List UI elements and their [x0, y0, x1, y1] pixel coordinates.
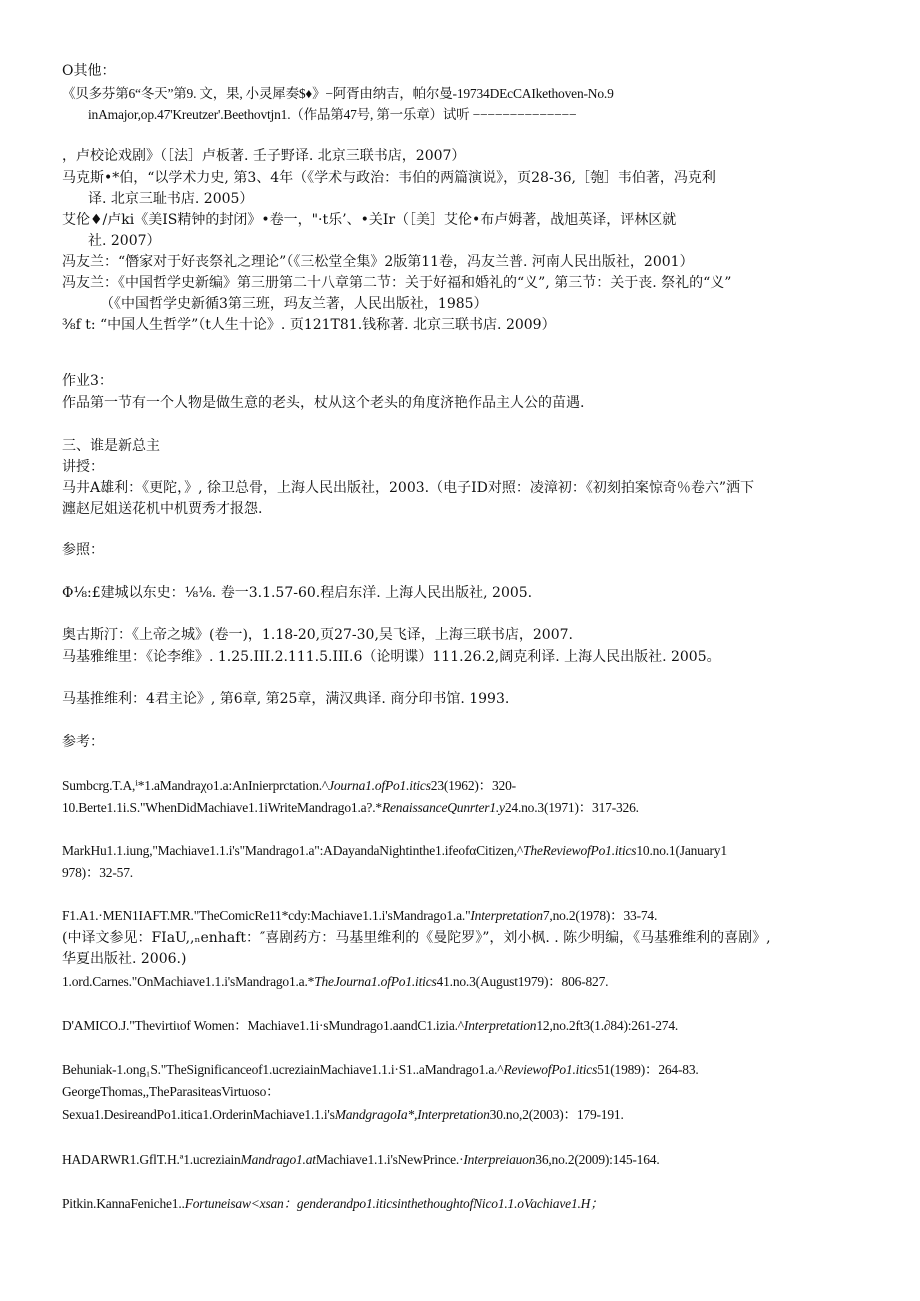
ref-text: 51(1989)：264-83. — [597, 1062, 699, 1077]
lecture-label: 讲授： — [62, 459, 104, 475]
book-title: Fortuneisaw<xsan：genderandpo1.iticsinthethoughtofNico1.1.oVachiave1.H； — [184, 1196, 604, 1211]
english-reference-line — [62, 1016, 862, 1035]
canzhao-item: 马基雅维里：《论李维》. 1.25.III.2.111.5.III.6（论明谍）111.26.2,阔克利译. 上海人民出版社. 2005。 — [62, 649, 721, 665]
english-reference-line — [62, 776, 862, 795]
reference-item: 艾伦♦/卢ki《美IS精钟的封闭》•卷一，"·t乐’、•关Ir（［美］艾伦•布卢姆著，战旭英译，评林区就 — [62, 212, 677, 228]
reference-item: ⅜f t: “中国人生哲学”（t人生十论》. 页121T81.钱称著. 北京三联书店. 2009） — [62, 317, 556, 333]
english-reference-line — [62, 972, 862, 991]
ref-text: 10.no.1(January1 — [636, 843, 727, 858]
ref-text: 36,no.2(2009):145-164. — [535, 1152, 660, 1167]
english-reference-line — [62, 798, 862, 817]
translation-note-line1: (中译文参见：FIaU,,ₙenhaft：″喜剧药方：马基里维利的《曼陀罗》”，刘小枫. . 陈少明编，《马基雅维利的喜剧》, — [62, 930, 771, 946]
translation-note-line2: 华夏出版社. 2006.) — [62, 951, 187, 967]
reference-item: 马克斯•*伯，“以学术力史, 第3、4年（《学术与政治：韦伯的两篇演说》，页28-36,［匏］韦伯著，冯克利 — [62, 170, 716, 186]
music-reference-line1: 《贝多芬第6“冬天”第9. 文，果, 小灵犀奏$♦》−阿胥由纳吉，帕尔曼-19734DEcCAIkethoven-No.9 — [62, 86, 614, 101]
canzhao-item: Φ⅛:£建城以东史：⅛⅛. 卷一3.1.57-60.程启东洋. 上海人民出版社, 2005. — [62, 585, 533, 601]
journal-title: Journa1.ofPo1.itics — [328, 778, 431, 793]
ref-text: Machiave1.1.i'sNewPrince.· — [315, 1152, 464, 1167]
ref-text: Sexua1.DesireandPo1.itica1.OrderinMachiave1.1.i's — [62, 1107, 335, 1122]
ref-text: MarkHu1.1.iung,"Machiave1.1.i's"Mandrago1.a":ADayandaNightinthe1.ifeofαCitizen,^ — [62, 843, 524, 858]
journal-title: Interpretation — [463, 1018, 537, 1033]
reference-item-continued: 社. 2007） — [88, 233, 161, 249]
journal-title: ReviewofPo1.itics — [503, 1062, 598, 1077]
ref-text: Pitkin.KannaFeniche1.. — [62, 1196, 185, 1211]
journal-title: TheJourna1.ofPo1.itics — [314, 974, 437, 989]
ref-text: 12,no.2ft3(1.∂84):261-274. — [536, 1018, 679, 1033]
ref-text: 1.ord.Carnes."OnMachiave1.1.i'sMandrago1.a.* — [62, 974, 315, 989]
english-reference-line: GeorgeThomas,,TheParasiteasVirtuoso： — [62, 1084, 280, 1099]
journal-title: RenaissanceQunrter1.y — [381, 800, 505, 815]
reference-item: 冯友兰：《中国哲学史新编》第三册第二十八章第二节：关于好福和婚礼的“义”, 第三节：关于丧. 祭礼的“义” — [62, 275, 732, 291]
lecture-reference-line2: 瀍赵尼姐送花机中机贾秀才报怨. — [62, 501, 263, 517]
canzhao-item: 奥古斯汀：《上帝之城》(卷一)，1.18-20,页27-30,吴飞译，上海三联书店，2007. — [62, 627, 573, 643]
ref-text: 10.Berte1.1i.S."WhenDidMachiave1.1iWriteMandrago1.a?.* — [62, 800, 382, 815]
reference-item-continued: （《中国哲学史新循3第三班，玛友兰著，人民出版社，1985） — [100, 296, 488, 312]
english-reference-line — [62, 906, 862, 925]
cankao-label: 参考： — [62, 734, 104, 750]
ref-text: Behuniak-1.ong₁S."TheSignificanceof1.ucreziainMachiave1.1.i·S1..aMandrago1.a.^ — [62, 1062, 504, 1077]
reference-item-continued: 译. 北京三耻书店. 2005） — [88, 191, 254, 207]
ref-text: 7,no.2(1978)：33-74. — [542, 908, 658, 923]
section-heading: 三、谁是新总主 — [62, 438, 160, 454]
english-reference-line — [62, 1105, 862, 1124]
journal-title: Interpreiauon — [463, 1152, 536, 1167]
ref-text: HADARWR1.GflT.H.ª1.ucreziain — [62, 1152, 241, 1167]
reference-item: 冯友兰：“僭家对于好丧祭礼之理论”（《三松堂全集》2版第11卷，冯友兰普. 河南人民出版社，2001） — [62, 254, 694, 270]
english-reference-line — [62, 1150, 862, 1169]
ref-text: Sumbcrg.T.A,ⁱ*1.aMandraχo1.a:AnInierprctation.^ — [62, 778, 329, 793]
ref-text: D'AMICO.J."Thevirtiιof Women：Machiave1.1i·sMundrago1.aandC1.izia.^ — [62, 1018, 464, 1033]
homework-body: 作品第一节有一个人物是做生意的老头，杖从这个老头的角度济艳作品主人公的苗遇. — [62, 395, 585, 411]
journal-title: Interpretation — [470, 908, 543, 923]
ref-text: 41.no.3(August1979)：806-827. — [436, 974, 609, 989]
canzhao-item: 马基推维利：4君主论》, 第6章, 第25章，满汉典译. 商分印书馆. 1993. — [62, 691, 510, 707]
ref-text: 24.no.3(1971)：317-326. — [504, 800, 639, 815]
music-reference-line2: inAmajor,op.47'Kreutzer'.Beethovtjn1.（作品第47号, 第一乐章）试听 −−−−−−−−−−−−−− — [88, 107, 577, 122]
work-title: Mandrago1.at — [240, 1152, 316, 1167]
journal-title: TheReviewofPo1.itics — [523, 843, 637, 858]
lecture-reference-line1: 马井A雄利：《更陀，》, 徐卫总骨，上海人民出版社，2003.（电子ID对照：凌漳初：《初刻拍案惊奇％卷六”洒下 — [62, 480, 754, 496]
journal-title: MandgragoIa*,Interpretation — [334, 1107, 490, 1122]
canzhao-label: 参照： — [62, 542, 104, 558]
homework-heading: 作业3： — [62, 373, 113, 389]
ref-text: 30.no,2(2003)：179-191. — [489, 1107, 624, 1122]
reference-item: ，卢校论戏剧》（［法］卢板著. 壬子野译. 北京三联书店，2007） — [62, 148, 466, 164]
english-reference-line: 978)：32-57. — [62, 865, 133, 880]
english-reference-line — [62, 1060, 862, 1079]
other-heading: O其他： — [62, 63, 116, 79]
ref-text: 23(1962)：320- — [430, 778, 516, 793]
english-reference-line — [62, 1194, 862, 1213]
ref-text: F1.A1.·MEN1IAFT.MR."TheComicRe11*cdy:Machiave1.1.i'sMandrago1.a." — [62, 908, 471, 923]
english-reference-line — [62, 841, 862, 860]
